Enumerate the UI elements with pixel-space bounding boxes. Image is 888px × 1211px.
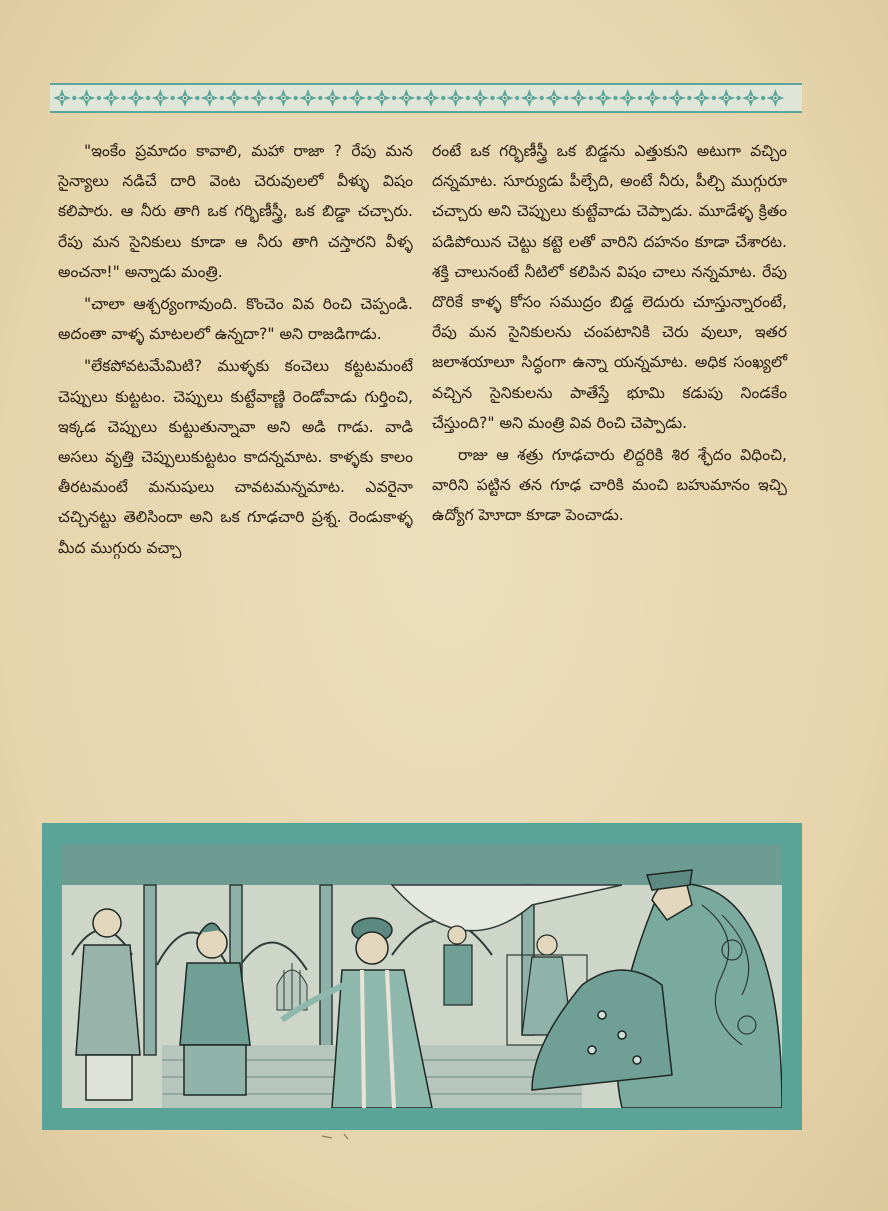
border-dot-icon (712, 96, 716, 100)
border-dot-icon (663, 96, 667, 100)
border-star-icon (693, 89, 711, 107)
border-star-icon (373, 89, 391, 107)
decorative-border (50, 83, 802, 113)
border-dot-icon (171, 96, 175, 100)
border-star-icon (496, 89, 514, 107)
border-dot-icon (736, 96, 740, 100)
border-dot-icon (564, 96, 568, 100)
court-scene-icon (62, 845, 782, 1108)
border-star-icon (619, 89, 637, 107)
border-dot-icon (589, 96, 593, 100)
border-star-icon (643, 89, 661, 107)
border-star-icon (668, 89, 686, 107)
right-text-column (432, 136, 787, 531)
story-illustration (42, 823, 802, 1130)
border-star-icon (299, 89, 317, 107)
border-star-icon (422, 89, 440, 107)
border-dot-icon (244, 96, 248, 100)
border-dot-icon (367, 96, 371, 100)
border-star-icon (471, 89, 489, 107)
border-dot-icon (613, 96, 617, 100)
border-dot-icon (269, 96, 273, 100)
border-dot-icon (417, 96, 421, 100)
border-star-icon (250, 89, 268, 107)
border-dot-icon (515, 96, 519, 100)
print-mark-icon (318, 1130, 358, 1144)
border-dot-icon (466, 96, 470, 100)
border-star-icon (545, 89, 563, 107)
border-star-icon (102, 89, 120, 107)
border-star-icon (520, 89, 538, 107)
border-star-icon (274, 89, 292, 107)
border-dot-icon (343, 96, 347, 100)
border-dot-icon (195, 96, 199, 100)
paragraph: రంటే ఒక గర్భిణీస్త్రీ ఒక బిడ్డను ఎత్తుకుని అటుగా వచ్చిం దన్నమాట. సూర్యుడు పీల్చేది, అంటే నీరు, పీల్చి ముగ్గురూ చచ్చారు అని చెప్పులు కుట్టేవాడు చెప్పాడు. మూడేళ్ళ క్రితం పడిపోయిన చెట్టు కట్టె లతో వారిని దహనం కూడా చేశారట. శక్తి చాలునంటే నీటిలో కలిపిన విషం చాలు నన్నమాట. రేపు దొరికే కాళ్ళ కోసం సముద్రం బిడ్డ లెదురు చూస్తున్నారంటే, రేపు మన సైనికులను చంపటానికి చెరు వులూ, ఇతర జలాశయాలూ సిద్ధంగా ఉన్నా యన్నమాట. అధిక సంఖ్యలో వచ్చిన సైనికులను పాతేస్తే భూమి కడుపు నిండకేం చేస్తుంది?" అని మంత్రి వివ రించి చెప్పాడు. (432, 142, 787, 432)
border-dot-icon (146, 96, 150, 100)
border-star-icon (766, 89, 784, 107)
border-dot-icon (638, 96, 642, 100)
border-star-icon (324, 89, 342, 107)
border-star-icon (176, 89, 194, 107)
left-text-column (58, 136, 413, 563)
border-star-icon (570, 89, 588, 107)
paragraph: "ఇంకేం ప్రమాదం కావాలి, మహా రాజా ? రేపు మన సైన్యాలు నడిచే దారి వెంట చెరువులలో వీళ్ళు విషం కలిపారు. ఆ నీరు తాగి ఒక గర్భిణీస్త్రీ, ఒక బిడ్డా చచ్చారు. రేపు మన సైనికులు కూడా ఆ నీరు తాగి చస్తారని వీళ్ళ అంచనా!" అన్నాడు మంత్రి. (58, 142, 413, 281)
border-star-icon (201, 89, 219, 107)
border-dot-icon (490, 96, 494, 100)
border-star-icon (447, 89, 465, 107)
border-star-icon (225, 89, 243, 107)
star-flower-border-icon (50, 85, 798, 111)
border-dot-icon (294, 96, 298, 100)
border-star-icon (397, 89, 415, 107)
border-dot-icon (220, 96, 224, 100)
paragraph: "చాలా ఆశ్చర్యంగావుంది. కొంచెం వివ రించి చెప్పండి. అదంతా వాళ్ళ మాటలలో ఉన్నదా?" అని రాజడిగాడు. (58, 295, 413, 344)
border-dot-icon (97, 96, 101, 100)
border-star-icon (78, 89, 96, 107)
border-dot-icon (392, 96, 396, 100)
border-dot-icon (540, 96, 544, 100)
border-star-icon (151, 89, 169, 107)
border-dot-icon (761, 96, 765, 100)
border-star-icon (742, 89, 760, 107)
border-dot-icon (441, 96, 445, 100)
border-star-icon (594, 89, 612, 107)
border-star-icon (717, 89, 735, 107)
border-dot-icon (72, 96, 76, 100)
border-dot-icon (318, 96, 322, 100)
border-star-icon (127, 89, 145, 107)
paragraph: "లేకపోవటమేమిటి? ముళ్ళకు కంచెలు కట్టటమంటే చెప్పులు కుట్టటం. చెప్పులు కుట్టేవాణ్ణి రెండోవాడు గుర్తించి, ఇక్కడ చెప్పులు కుట్టుతున్నావా అని అడి గాడు. వాడి అసలు వృత్తి చెప్పులుకుట్టటం కాదన్నమాట. కాళ్ళకు కాలం తీరటమంటే మనుషులు చావటమన్నమాట. ఎవరైనా చచ్చినట్టు తెలిసిందా అని ఒక గూఢచారి ప్రశ్న. రెండుకాళ్ళ మీద ముగ్గురు వచ్చా (58, 357, 413, 557)
border-star-icon (53, 89, 71, 107)
border-star-icon (348, 89, 366, 107)
border-dot-icon (121, 96, 125, 100)
paragraph: రాజు ఆ శత్రు గూఢచారు లిద్దరికి శిర శ్ఛేదం విధించి, వారిని పట్టిన తన గూఢ చారికి మంచి బహుమానం ఇచ్చి ఉద్యోగ హెూదా కూడా పెంచాడు. (432, 446, 787, 525)
border-dot-icon (687, 96, 691, 100)
